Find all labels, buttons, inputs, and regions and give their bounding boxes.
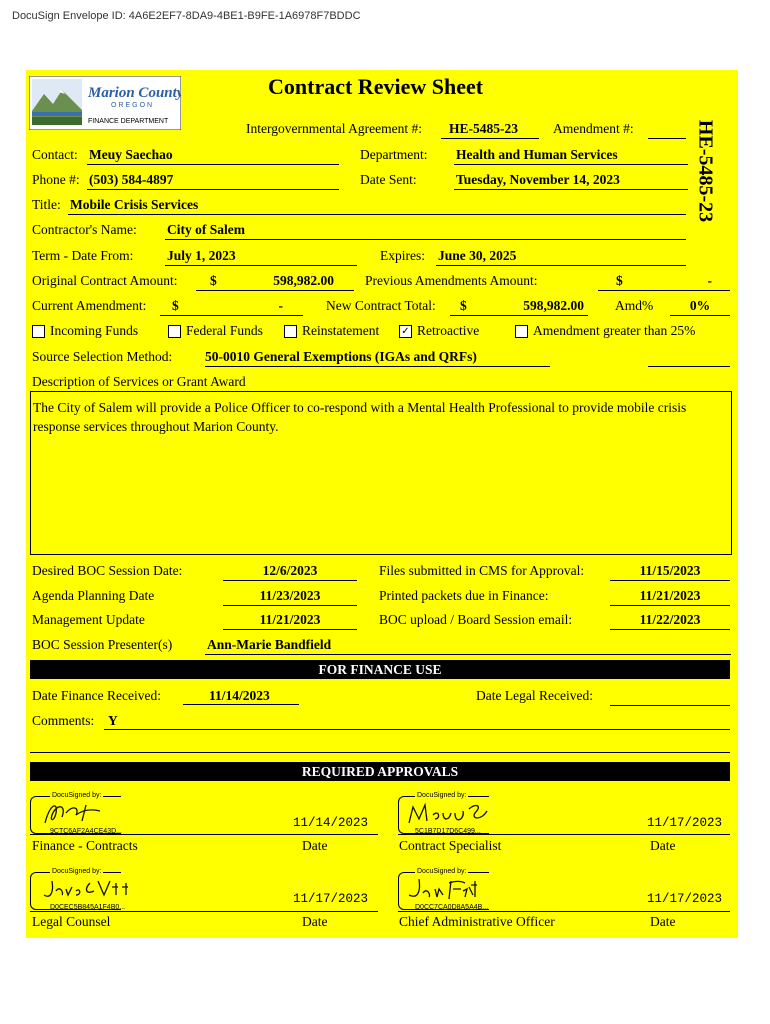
checkbox-box[interactable] bbox=[515, 325, 528, 338]
date-label: Date bbox=[302, 838, 328, 853]
contact-label: Contact: bbox=[32, 147, 78, 162]
agenda-planning-value: 11/23/2023 bbox=[223, 588, 357, 606]
checkbox-box[interactable] bbox=[168, 325, 181, 338]
source-selection-label: Source Selection Method: bbox=[32, 349, 173, 364]
signature-line bbox=[398, 911, 730, 912]
checkbox-incoming-funds[interactable]: Incoming Funds bbox=[32, 323, 138, 339]
comments-line bbox=[30, 752, 730, 753]
signature-code: D0CEC5B845A1F4B0... bbox=[50, 904, 126, 911]
signature-code: 9CTC6AF2A4CE43D... bbox=[50, 828, 122, 835]
desired-boc-label: Desired BOC Session Date: bbox=[32, 563, 183, 578]
docusigned-by: DocuSigned by: bbox=[52, 792, 102, 799]
cao-role: Chief Administrative Officer bbox=[399, 914, 555, 929]
logo-name: Marion County bbox=[88, 85, 181, 101]
description-text: The City of Salem will provide a Police Officer to co-respond with a Mental Health Professional to provide mobile crisis response services throughout Marion County. bbox=[33, 400, 687, 434]
docusigned-by: DocuSigned by: bbox=[417, 868, 467, 875]
phone-value: (503) 584-4897 bbox=[87, 172, 339, 190]
checkbox-federal-funds[interactable]: Federal Funds bbox=[168, 323, 263, 339]
expires-value: June 30, 2025 bbox=[436, 248, 686, 266]
management-update-label: Management Update bbox=[32, 612, 145, 627]
current-currency: $ bbox=[172, 298, 179, 313]
finance-use-bar: FOR FINANCE USE bbox=[30, 660, 730, 679]
printed-packets-value: 11/21/2023 bbox=[610, 588, 730, 606]
legal-received-label: Date Legal Received: bbox=[476, 688, 593, 703]
signature-finance-contracts bbox=[40, 799, 120, 827]
checkbox-amendment-over-25[interactable]: Amendment greater than 25% bbox=[515, 323, 695, 339]
cms-approval-label: Files submitted in CMS for Approval: bbox=[379, 563, 585, 578]
signature-chief-administrative-officer bbox=[405, 875, 485, 903]
new-total-field bbox=[450, 298, 588, 316]
printed-packets-label: Printed packets due in Finance: bbox=[379, 588, 549, 603]
page-title: Contract Review Sheet bbox=[268, 74, 484, 99]
desired-boc-value: 12/6/2023 bbox=[223, 563, 357, 581]
cms-approval-value: 11/15/2023 bbox=[610, 563, 730, 581]
description-label: Description of Services or Grant Award bbox=[32, 374, 246, 389]
boc-upload-label: BOC upload / Board Session email: bbox=[379, 612, 573, 627]
title-label: Title: bbox=[32, 197, 61, 212]
legal-counsel-role: Legal Counsel bbox=[32, 914, 111, 929]
checkbox-box[interactable] bbox=[32, 325, 45, 338]
comments-value: Y bbox=[104, 713, 730, 730]
original-amount-value: 598,982.00 bbox=[273, 273, 334, 288]
finance-contracts-date: 11/14/2023 bbox=[293, 816, 369, 830]
logo-department: FINANCE DEPARTMENT bbox=[88, 118, 169, 125]
source-selection-extra bbox=[648, 349, 730, 367]
signature-contract-specialist bbox=[405, 799, 505, 827]
source-selection-value: 50-0010 General Exemptions (IGAs and QRFs) bbox=[205, 349, 550, 367]
side-contract-id: HE-5485-23 bbox=[694, 119, 717, 223]
signature-line bbox=[398, 834, 730, 835]
contractor-value: City of Salem bbox=[165, 222, 686, 240]
docusign-envelope-id: DocuSign Envelope ID: 4A6E2EF7-8DA9-4BE1-B9FE-1A6978F7BDDC bbox=[12, 10, 361, 22]
amendment-label: Amendment #: bbox=[553, 121, 634, 136]
management-update-value: 11/21/2023 bbox=[223, 612, 357, 630]
docusigned-by: DocuSigned by: bbox=[52, 868, 102, 875]
contractor-label: Contractor's Name: bbox=[32, 222, 137, 237]
previous-amendments-value: - bbox=[707, 273, 712, 288]
presenter-label: BOC Session Presenter(s) bbox=[32, 637, 173, 652]
signature-code: 5C1B7D17D6C499... bbox=[415, 828, 481, 835]
new-total-label: New Contract Total: bbox=[326, 298, 436, 313]
finance-received-label: Date Finance Received: bbox=[32, 688, 161, 703]
amendment-value bbox=[648, 121, 686, 139]
term-value: July 1, 2023 bbox=[165, 248, 357, 266]
iga-label: Intergovernmental Agreement #: bbox=[246, 121, 422, 136]
current-amendment-value: - bbox=[278, 298, 283, 313]
cao-date: 11/17/2023 bbox=[647, 892, 723, 906]
previous-amendments-field bbox=[598, 273, 730, 291]
docusigned-by: DocuSigned by: bbox=[417, 792, 467, 799]
title-value: Mobile Crisis Services bbox=[68, 197, 686, 215]
legal-received-value bbox=[610, 688, 730, 706]
amd-percent-value: 0% bbox=[670, 298, 730, 316]
previous-currency: $ bbox=[616, 273, 623, 288]
contact-value: Meuy Saechao bbox=[87, 147, 339, 165]
date-label: Date bbox=[650, 838, 676, 853]
department-value: Health and Human Services bbox=[454, 147, 688, 165]
expires-label: Expires: bbox=[380, 248, 425, 263]
comments-label: Comments: bbox=[32, 713, 95, 728]
checkbox-retroactive[interactable]: ✓ Retroactive bbox=[399, 323, 479, 339]
contract-specialist-date: 11/17/2023 bbox=[647, 816, 723, 830]
iga-value: HE-5485-23 bbox=[441, 121, 539, 139]
new-total-currency: $ bbox=[460, 298, 467, 313]
signature-code: D0CC7CA0D8A5A4B... bbox=[415, 904, 489, 911]
original-amount-label: Original Contract Amount: bbox=[32, 273, 178, 288]
legal-counsel-date: 11/17/2023 bbox=[293, 892, 369, 906]
signature-legal-counsel bbox=[40, 875, 130, 903]
original-amount-field bbox=[196, 273, 354, 291]
date-sent-value: Tuesday, November 14, 2023 bbox=[454, 172, 688, 190]
required-approvals-bar: REQUIRED APPROVALS bbox=[30, 762, 730, 781]
finance-received-value: 11/14/2023 bbox=[183, 688, 299, 705]
date-label: Date bbox=[302, 914, 328, 929]
original-currency: $ bbox=[210, 273, 217, 288]
boc-upload-value: 11/22/2023 bbox=[610, 612, 730, 630]
contract-specialist-role: Contract Specialist bbox=[399, 838, 502, 853]
signature-line bbox=[30, 911, 378, 912]
current-amendment-label: Current Amendment: bbox=[32, 298, 147, 313]
checkbox-box[interactable] bbox=[284, 325, 297, 338]
finance-contracts-role: Finance - Contracts bbox=[32, 838, 138, 853]
term-label: Term - Date From: bbox=[32, 248, 134, 263]
previous-amendments-label: Previous Amendments Amount: bbox=[365, 273, 538, 288]
signature-line bbox=[30, 834, 378, 835]
checkbox-reinstatement[interactable]: Reinstatement bbox=[284, 323, 379, 339]
current-amendment-field bbox=[160, 298, 303, 316]
new-total-value: 598,982.00 bbox=[523, 298, 584, 313]
presenter-value: Ann-Marie Bandfield bbox=[205, 637, 731, 655]
agenda-planning-label: Agenda Planning Date bbox=[32, 588, 155, 603]
checkmark-icon[interactable]: ✓ bbox=[399, 325, 412, 338]
amd-percent-label: Amd% bbox=[615, 298, 654, 313]
description-box[interactable] bbox=[30, 391, 732, 555]
date-label: Date bbox=[650, 914, 676, 929]
phone-label: Phone #: bbox=[32, 172, 80, 187]
department-label: Department: bbox=[360, 147, 428, 162]
logo-state: OREGON bbox=[111, 102, 155, 109]
date-sent-label: Date Sent: bbox=[360, 172, 417, 187]
